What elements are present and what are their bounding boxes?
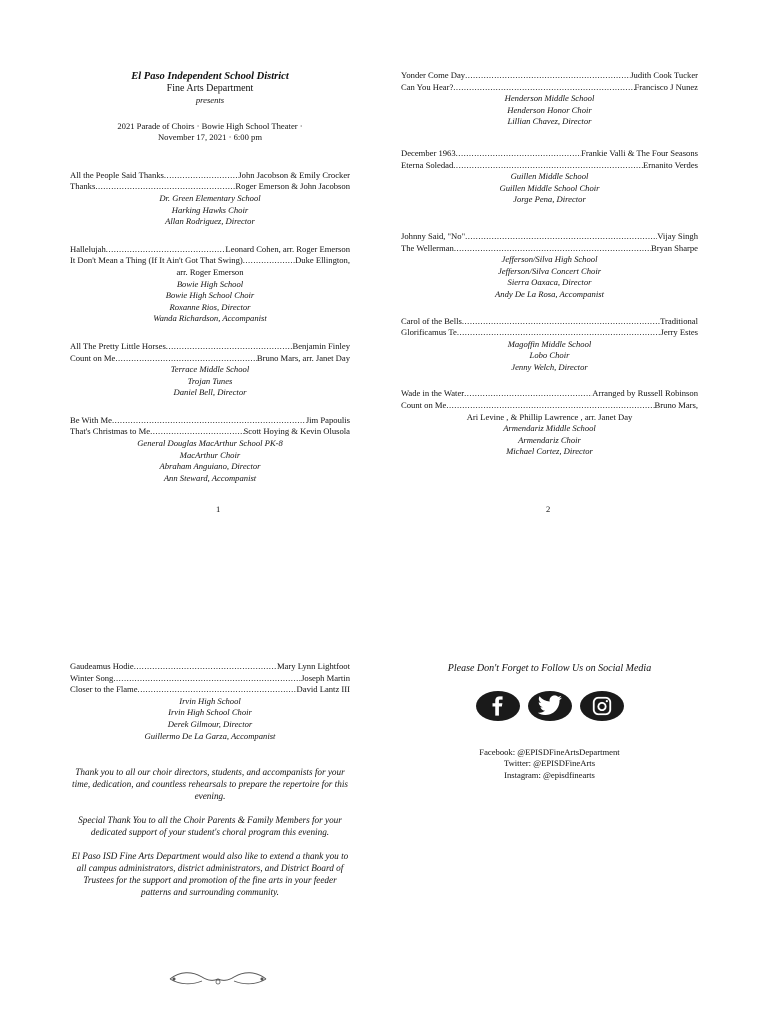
choir-name: Irvin High School Choir [168,707,252,718]
song-entry: Winter Song ..... Joseph Martin [70,673,350,685]
event-line-1: 2021 Parade of Choirs · Bowie High School Theater · [117,120,303,131]
director-name: Derek Gilmour, Director [167,718,253,729]
social-icons [401,691,698,721]
song-entry: Thanks ..... Roger Emerson & John Jacobson [70,181,350,193]
song-entry: It Don't Mean a Thing (If It Ain't Got That Swing) ..... Duke Ellington, [70,255,350,267]
director-name: Jorge Pena, Director [513,194,586,205]
facebook-handle[interactable]: Facebook: @EPISDFineArtsDepartment [479,746,620,757]
performance-group [70,170,350,228]
thank-you-directors: Thank you to all our choir directors, students, and accompanists for your time, dedication, and countless rehearsals to prepare the repertoire for this evening. [72,767,348,802]
choir-name: Jefferson/Silva Concert Choir [497,265,602,276]
program-page-3 [70,661,350,910]
song-entry: Closer to the Flame ..... David Lantz III [70,684,350,696]
school-name: Irvin High School [179,695,241,706]
choir-name: Lobo Choir [529,350,570,361]
twitter-handle[interactable]: Twitter: @EPISDFineArts [503,758,596,769]
social-handles [401,747,698,782]
song-entry: Can You Hear? ..... Francisco J Nunez [401,82,698,94]
choir-name: Bowie High School Choir [165,290,255,301]
program-page-1 [70,70,350,484]
song-entry: Johnny Said, "No" ..... Vijay Singh [401,231,698,243]
director-name: Jenny Welch, Director [511,361,588,372]
director-name: Abraham Anguiano, Director [159,461,261,472]
department-name: Fine Arts Department [166,83,254,94]
director-name: Daniel Bell, Director [173,387,247,398]
accompanist-name: Ann Steward, Accompanist [163,472,257,483]
performance-group [70,661,350,742]
director-name: Lillian Chavez, Director [507,116,592,127]
performance-group [401,388,698,458]
program-page-2 [401,70,698,458]
song-entry: Be With Me ..... Jim Papoulis [70,415,350,427]
song-entry: Eterna Soledad ..... Ernanito Verdes [401,160,698,172]
director-name: Allan Rodriguez, Director [165,216,255,227]
school-name: Guillen Middle School [510,171,589,182]
song-entry: All the People Said Thanks ..... John Jacobson & Emily Crocker [70,170,350,182]
song-entry: Carol of the Bells ..... Traditional [401,316,698,328]
school-name: Magoffin Middle School [507,338,592,349]
song-entry: All The Pretty Little Horses ..... Benjamin Finley [70,341,350,353]
song-entry: Wade in the Water ..... Arranged by Russell Robinson [401,388,698,400]
page-number-2: 2 [546,504,551,514]
school-name: General Douglas MacArthur School PK-8 [137,438,283,449]
performance-group [401,316,698,374]
district-title: El Paso Independent School District [131,71,289,82]
school-name: Armendariz Middle School [503,423,596,434]
choir-name: Guillen Middle School Choir [499,182,600,193]
choir-name: Henderson Honor Choir [507,104,592,115]
song-entry: Count on Me ..... Bruno Mars, arr. Janet Day [70,353,350,365]
director-name: Roxanne Rios, Director [169,301,251,312]
scroll-ornament-icon [166,970,270,988]
instagram-icon[interactable] [580,691,624,721]
page-number-1: 1 [216,504,221,514]
song-entry: Count on Me ..... Bruno Mars, [401,400,698,412]
song-entry: Gaudeamus Hodie ..... Mary Lynn Lightfoot [70,661,350,673]
composer-continuation: arr. Roger Emerson [176,266,244,277]
performance-group [70,341,350,399]
social-media-heading: Please Don't Forget to Follow Us on Social Media [447,663,652,674]
facebook-icon[interactable] [476,691,520,721]
choir-name: Trojan Tunes [187,375,233,386]
accompanist-name: Guillermo De La Garza, Accompanist [144,730,276,741]
performance-group [401,231,698,301]
presents-label: presents [195,95,225,105]
director-name: Michael Cortez, Director [506,446,593,457]
director-name: Sierra Oaxaca, Director [507,277,592,288]
choir-name: Armendariz Choir [518,434,581,445]
school-name: Henderson Middle School [504,93,595,104]
program-page-4 [401,661,698,781]
thank-you-administrators: El Paso ISD Fine Arts Department would also like to extend a thank you to all campus administrators, district administrators, and District Board of Trustees for the support and promotion of the fine arts in your feeder patterns and surrounding community. [71,851,349,898]
school-name: Terrace Middle School [170,364,250,375]
performance-group [401,70,698,128]
performance-group [70,415,350,485]
performance-group [401,148,698,206]
song-entry: Hallelujah ..... Leonard Cohen, arr. Roger Emerson [70,244,350,256]
thank-you-section [70,766,350,898]
school-name: Dr. Green Elementary School [159,192,261,203]
thank-you-parents: Special Thank You to all the Choir Parents & Family Members for your dedicated support of your student's choral program this evening. [78,815,342,838]
choir-name: MacArthur Choir [179,449,241,460]
song-entry: December 1963 ..... Frankie Valli & The Four Seasons [401,148,698,160]
accompanist-name: Wanda Richardson, Accompanist [153,313,267,324]
event-line-2: November 17, 2021 · 6:00 pm [157,132,263,143]
instagram-handle[interactable]: Instagram: @episdfinearts [504,769,595,780]
twitter-icon[interactable] [528,691,572,721]
accompanist-name: Andy De La Rosa, Accompanist [495,288,604,299]
song-entry: The Wellerman ..... Bryan Sharpe [401,243,698,255]
choir-name: Harking Hawks Choir [171,204,249,215]
song-entry: Glorificamus Te ..... Jerry Estes [401,327,698,339]
school-name: Jefferson/Silva High School [501,254,598,265]
school-name: Bowie High School [176,278,244,289]
performance-group [70,244,350,325]
song-entry: That's Christmas to Me ..... Scott Hoying & Kevin Olusola [70,426,350,438]
composer-continuation: Ari Levine , & Phillip Lawrence , arr. Janet Day [466,411,633,422]
event-details [70,121,350,144]
song-entry: Yonder Come Day ..... Judith Cook Tucker [401,70,698,82]
